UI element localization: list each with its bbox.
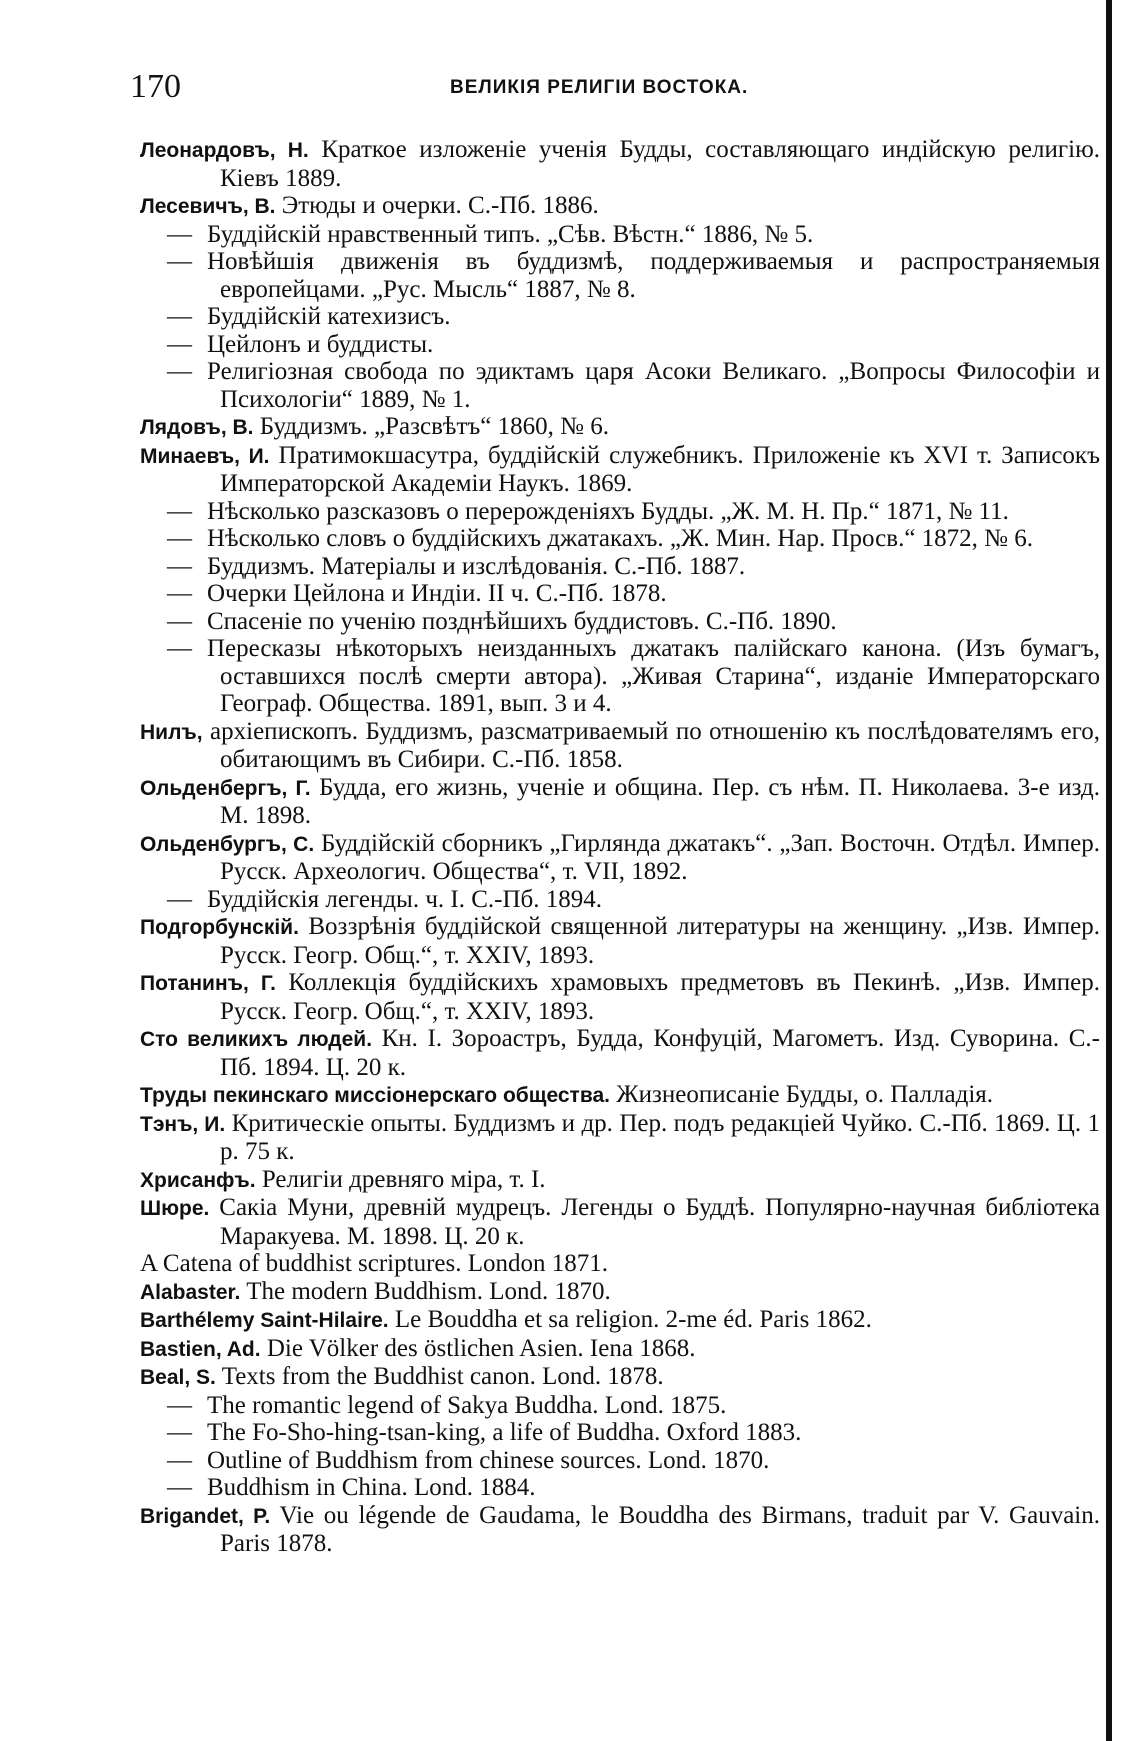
entry-author: Нилъ, [140,720,203,744]
entry-author: Потанинъ, Г. [140,972,276,995]
entry-author: Ольденбургъ, С. [140,832,315,856]
bibliography-entry [140,221,1100,249]
entry-text: A Catena of buddhist scriptures. London 1871. [140,1250,608,1277]
entry-text: Будда, его жизнь, ученіе и община. Пер. съ нѣм. П. Николаева. 3-е изд. М. 1898. [220,773,1101,829]
continuation-dash: — [167,1391,192,1419]
entry-text: Коллекція буддійскихъ храмовыхъ предметовъ въ Пекинѣ. „Изв. Импер. Русск. Геогр. Общ.“, т. XXIV, 1893. [220,969,1100,1025]
entry-author: Barthélemy Saint-Hilaire. [140,1309,389,1332]
continuation-dash: — [167,525,192,552]
continuation-dash: — [167,607,192,635]
entry-text: Пратимокшасутра, буддійскій служебникъ. Приложеніе къ XVI т. Записокъ Императорской Академіи Наукъ. 1869. [220,441,1101,497]
entry-text: Воззрѣнія буддійской священной литературы на женщину. „Изв. Импер. Русск. Геогр. Общ.“, т. XXIV, 1893. [220,913,1101,969]
entry-text: Пересказы нѣкоторыхъ неизданныхъ джатакъ палійскаго канона. (Изъ бумагъ, оставшихся послѣ смерти автора). „Живая Старина“, изданіе Императорскаго Географ. Общества. 1891, вып. 3 и 4. [207,635,1100,717]
bibliography-entry [140,774,1100,830]
bibliography-entry [140,1419,1100,1447]
bibliography-entry [140,1306,1100,1335]
entry-text: Буддійскій сборникъ „Гирлянда джатакъ“. „Зап. Восточн. Отдѣл. Импер. Русск. Археологич. Общества“, т. VII, 1892. [220,829,1101,885]
entry-text: Этюды и очерки. С.-Пб. 1886. [281,192,599,219]
entry-text: Цейлонъ и буддисты. [207,330,434,358]
bibliography-entry [140,553,1100,581]
entry-text: Буддійскій катехизисъ. [207,303,451,330]
bibliography-entry [140,136,1100,192]
entry-text: Нѣсколько словъ о буддійскихъ джатакахъ. „Ж. Мин. Нар. Просв.“ 1872, № 6. [207,525,1034,552]
bibliography-entry [140,1278,1100,1307]
bibliography-entry [140,1363,1100,1392]
continuation-dash: — [167,552,192,580]
continuation-dash: — [167,885,192,913]
entry-author: Лесевичъ, В. [140,195,276,218]
entry-text: The romantic legend of Sakya Buddha. Lond. 1875. [207,1391,727,1419]
continuation-dash: — [167,1474,192,1501]
continuation-dash: — [167,220,192,248]
bibliography-entry [140,1081,1100,1110]
bibliography-list [140,136,1100,1558]
bibliography-entry [140,1502,1100,1558]
entry-author: Леонардовъ, Н. [140,139,309,162]
bibliography-entry [140,1335,1100,1364]
bibliography-entry [140,192,1100,221]
entry-author: Труды пекинскаго миссіонерскаго общества. [140,1084,610,1107]
entry-text: Le Bouddha et sa religion. 2-me éd. Paris 1862. [394,1306,872,1333]
bibliography-entry [140,248,1100,303]
bibliography-entry [140,913,1100,969]
entry-text: The modern Buddhism. Lond. 1870. [246,1277,611,1305]
bibliography-entry [140,1447,1100,1475]
entry-text: Буддійскія легенды. ч. I. С.-Пб. 1894. [207,885,603,913]
entry-text: Спасеніе по ученію позднѣйшихъ буддистовъ. С.-Пб. 1890. [207,607,837,635]
continuation-dash: — [167,1446,192,1474]
bibliography-entry [140,525,1100,553]
entry-author: Лядовъ, В. [140,416,254,439]
entry-author: Шюре. [140,1197,210,1220]
entry-author: Beal, S. [140,1366,216,1389]
entry-author: Минаевъ, И. [140,444,270,468]
entry-text: Die Völker des östlichen Asien. Iena 1868. [266,1334,696,1362]
running-title: ВЕЛИКІЯ РЕЛИГІИ ВОСТОКА. [450,77,749,98]
bibliography-entry [140,1194,1100,1250]
page-number: 170 [130,68,181,105]
bibliography-entry [140,498,1100,526]
continuation-dash: — [167,358,192,385]
entry-text: Сакіа Муни, древній мудрецъ. Легенды о Буддѣ. Популярно-научная библіотека Маракуева. М. 1898. Ц. 20 к. [219,1194,1100,1250]
entry-text: Критическіе опыты. Буддизмъ и др. Пер. подъ редакціей Чуйко. С.-Пб. 1869. Ц. 1 р. 75 к. [220,1109,1101,1165]
entry-text: Религіи древняго міра, т. I. [261,1165,546,1193]
bibliography-entry [140,1025,1100,1081]
bibliography-entry [140,1166,1100,1195]
bibliography-entry [140,1474,1100,1502]
page-header [130,64,1090,110]
entry-author: Bastien, Ad. [140,1337,261,1361]
continuation-dash: — [167,248,192,275]
entry-text: Texts from the Buddhist canon. Lond. 1878. [221,1363,664,1390]
entry-author: Alabaster. [140,1280,241,1304]
bibliography-entry [140,442,1100,498]
bibliography-entry [140,1250,1100,1278]
entry-text: Религіозная свобода по эдиктамъ царя Асоки Великаго. „Вопросы Философіи и Психологіи“ 1889, № 1. [207,358,1100,413]
bibliography-entry [140,886,1100,914]
entry-text: Vie ou légende de Gaudama, le Bouddha des Birmans, traduit par V. Gauvain. Paris 1878. [220,1501,1100,1557]
continuation-dash: — [167,580,192,607]
entry-author: Хрисанфъ. [140,1168,256,1192]
entry-author: Тэнъ, И. [140,1112,226,1136]
bibliography-entry [140,830,1100,886]
bibliography-entry [140,608,1100,636]
entry-text: архіепископъ. Буддизмъ, разсматриваемый по отношенію къ послѣдователямъ его, обитающимъ въ Сибири. С.-Пб. 1858. [210,717,1101,773]
continuation-dash: — [167,1419,192,1446]
entry-text: Нѣсколько разсказовъ о перерожденіяхъ Будды. „Ж. М. Н. Пр.“ 1871, № 11. [207,497,1009,525]
entry-text: Очерки Цейлона и Индіи. II ч. С.-Пб. 1878. [207,580,667,607]
bibliography-entry [140,580,1100,608]
entry-author: Ольденбергъ, Г. [140,776,311,800]
entry-text: Краткое изложеніе ученія Будды, составляющаго индійскую религію. Кіевъ 1889. [220,136,1100,192]
entry-author: Brigandet, P. [140,1504,271,1528]
bibliography-entry [140,358,1100,413]
bibliography-entry [140,1392,1100,1420]
entry-text: Buddhism in China. Lond. 1884. [207,1474,536,1501]
continuation-dash: — [167,635,192,662]
entry-author: Сто великихъ людей. [140,1028,373,1051]
bibliography-entry [140,303,1100,331]
bibliography-entry [140,969,1100,1025]
entry-text: Буддизмъ. „Разсвѣтъ“ 1860, № 6. [259,413,610,440]
bibliography-entry [140,1110,1100,1166]
entry-author: Подгорбунскій. [140,916,299,939]
entry-text: Буддизмъ. Матеріалы и изслѣдованія. С.-Пб. 1887. [207,552,746,580]
entry-text: Outline of Buddhism from chinese sources. Lond. 1870. [207,1446,770,1474]
entry-text: Кн. I. Зороастръ, Будда, Конфуцій, Магометъ. Изд. Суворина. С.-Пб. 1894. Ц. 20 к. [220,1025,1100,1081]
bibliography-entry [140,331,1100,359]
entry-text: Буддійскій нравственный типъ. „Сѣв. Вѣстн.“ 1886, № 5. [207,220,814,248]
entry-text: Жизнеописаніе Будды, о. Палладія. [616,1081,994,1108]
bibliography-entry [140,413,1100,442]
entry-text: Новѣйшія движенія въ буддизмѣ, поддерживаемыя и распространяемыя европейцами. „Рус. Мысль“ 1887, № 8. [207,248,1100,303]
bibliography-entry [140,718,1100,774]
continuation-dash: — [167,303,192,330]
bibliography-entry [140,635,1100,718]
continuation-dash: — [167,497,192,525]
continuation-dash: — [167,330,192,358]
entry-text: The Fo-Sho-hing-tsan-king, a life of Buddha. Oxford 1883. [207,1419,802,1446]
page-edge-rule [1106,0,1112,1741]
